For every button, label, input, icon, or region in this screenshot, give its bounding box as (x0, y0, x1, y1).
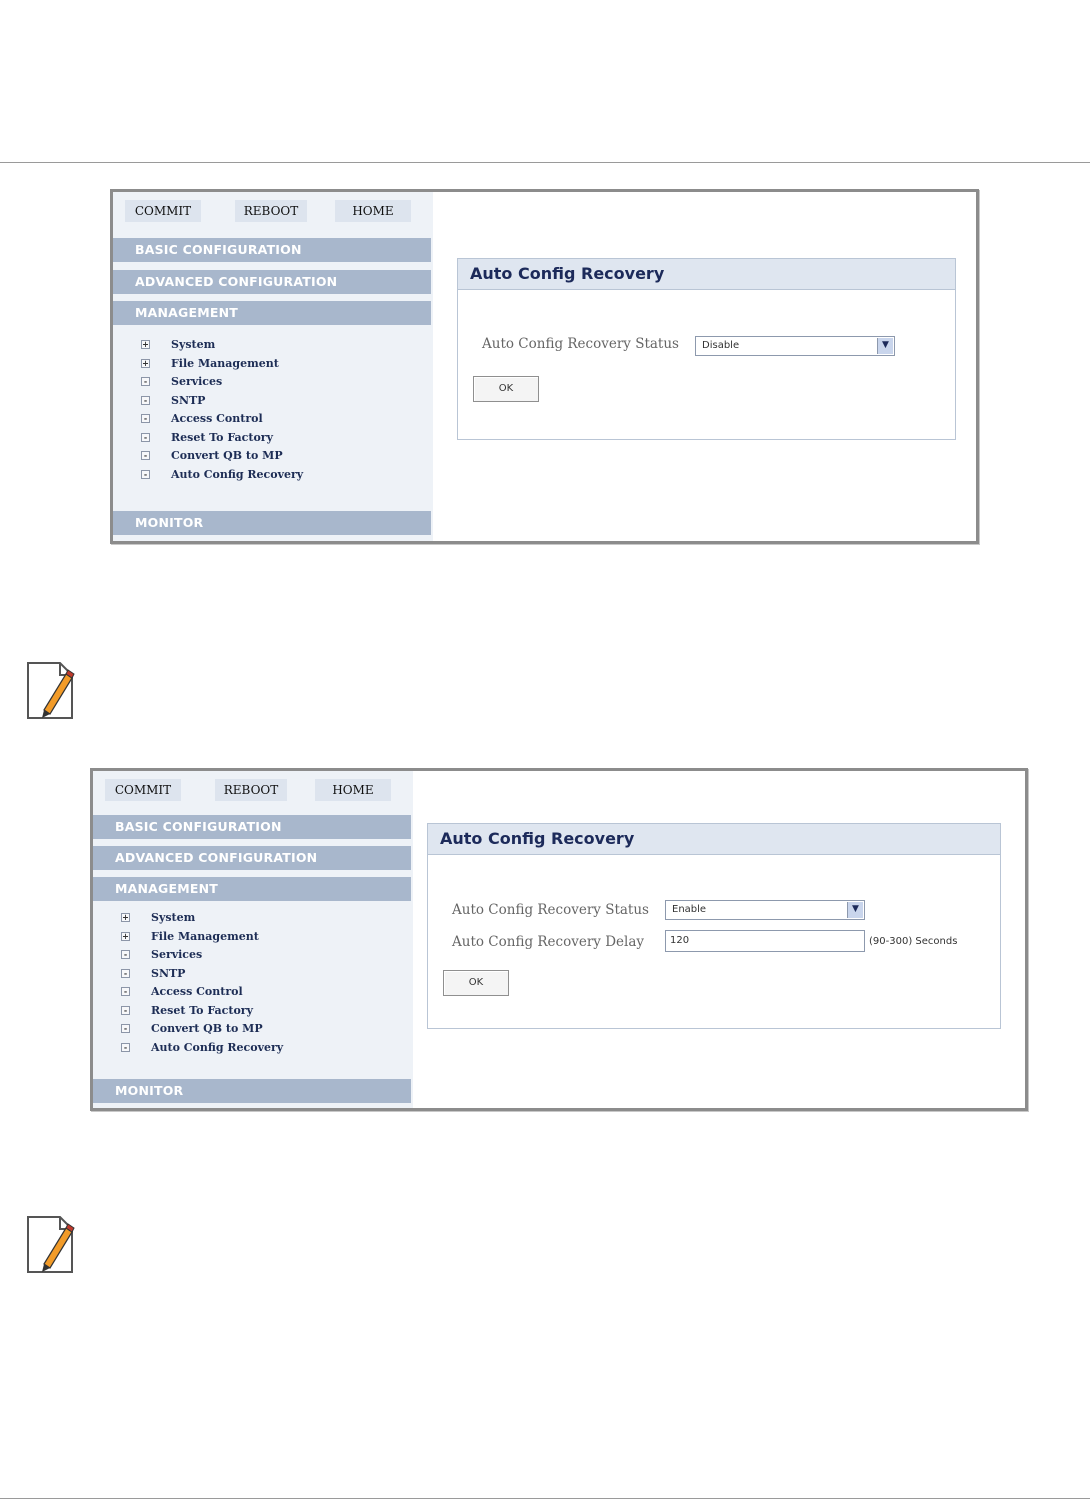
sidebar (113, 192, 433, 541)
note-pencil-icon (24, 660, 76, 722)
home-button[interactable]: HOME (335, 200, 411, 222)
management-menu (113, 336, 431, 484)
section-advanced-configuration[interactable]: ADVANCED CONFIGURATION (113, 270, 431, 294)
menu-item-convert-qb-to-mp[interactable] (113, 447, 431, 466)
leaf-icon: - (141, 396, 150, 405)
screenshot-disable (110, 189, 979, 544)
menu-item-label: System (171, 338, 216, 351)
status-label: Auto Config Recovery Status (452, 902, 649, 918)
leaf-icon: - (141, 414, 150, 423)
menu-item-services[interactable] (93, 946, 411, 965)
status-select[interactable] (665, 900, 865, 920)
menu-item-convert-qb-to-mp[interactable] (93, 1020, 411, 1039)
menu-item-system[interactable] (113, 336, 431, 355)
section-basic-configuration[interactable]: BASIC CONFIGURATION (93, 815, 411, 839)
menu-item-file-management[interactable] (113, 355, 431, 374)
status-select-value: Disable (702, 340, 740, 351)
menu-item-system[interactable] (93, 909, 411, 928)
menu-item-sntp[interactable] (113, 392, 431, 411)
menu-item-label: Convert QB to MP (171, 449, 283, 462)
status-select[interactable] (695, 336, 895, 356)
reboot-button[interactable]: REBOOT (215, 779, 287, 801)
expand-icon[interactable]: + (142, 339, 149, 349)
page-header-rule (0, 162, 1090, 163)
note-pencil-icon (24, 1214, 76, 1276)
menu-item-sntp[interactable] (93, 965, 411, 984)
auto-config-recovery-panel (457, 258, 956, 440)
status-label: Auto Config Recovery Status (482, 336, 679, 352)
commit-button[interactable]: COMMIT (125, 200, 201, 222)
sidebar (93, 771, 413, 1108)
menu-item-label: File Management (171, 356, 279, 370)
delay-input[interactable]: 120 (665, 930, 865, 952)
leaf-icon: - (121, 950, 130, 959)
delay-range-hint: (90-300) Seconds (869, 936, 958, 947)
leaf-icon: - (141, 377, 150, 386)
page-footer-rule (0, 1498, 1090, 1499)
menu-item-label: SNTP (171, 393, 206, 407)
menu-item-label: Auto Config Recovery (151, 1040, 284, 1054)
menu-item-services[interactable] (113, 373, 431, 392)
leaf-icon: - (121, 1043, 130, 1052)
leaf-icon: - (141, 451, 150, 460)
section-management[interactable]: MANAGEMENT (93, 877, 411, 901)
menu-item-label: Reset To Factory (151, 1003, 253, 1017)
menu-item-reset-to-factory[interactable] (93, 1002, 411, 1021)
menu-item-label: Access Control (171, 412, 263, 425)
ok-button[interactable]: OK (443, 970, 509, 996)
leaf-icon: - (141, 470, 150, 479)
menu-item-label: System (151, 911, 196, 924)
leaf-icon: - (141, 433, 150, 442)
menu-item-label: File Management (151, 929, 259, 943)
delay-label: Auto Config Recovery Delay (452, 934, 645, 950)
top-nav (113, 192, 433, 230)
commit-button[interactable]: COMMIT (105, 779, 181, 801)
expand-icon[interactable]: + (122, 912, 129, 922)
auto-config-recovery-panel (427, 823, 1001, 1029)
menu-item-reset-to-factory[interactable] (113, 429, 431, 448)
menu-item-label: Auto Config Recovery (171, 467, 304, 481)
expand-icon[interactable]: + (142, 357, 149, 368)
menu-item-access-control[interactable] (113, 410, 431, 429)
top-nav (93, 771, 413, 809)
management-menu (93, 909, 411, 1057)
leaf-icon: - (121, 969, 130, 978)
leaf-icon: - (121, 987, 130, 996)
panel-title: Auto Config Recovery (458, 259, 955, 290)
screenshot-enable (90, 768, 1028, 1111)
ok-button[interactable]: OK (473, 376, 539, 402)
expand-icon[interactable]: + (122, 930, 129, 941)
menu-item-auto-config-recovery[interactable] (113, 466, 431, 485)
section-advanced-configuration[interactable]: ADVANCED CONFIGURATION (93, 846, 411, 870)
menu-item-label: Access Control (151, 985, 243, 998)
panel-title: Auto Config Recovery (428, 824, 1000, 855)
menu-item-label: Reset To Factory (171, 430, 273, 444)
leaf-icon: - (121, 1006, 130, 1015)
menu-item-label: Services (171, 375, 223, 388)
menu-item-access-control[interactable] (93, 983, 411, 1002)
section-monitor[interactable]: MONITOR (93, 1079, 411, 1103)
reboot-button[interactable]: REBOOT (235, 200, 307, 222)
chevron-down-icon[interactable]: ▼ (877, 338, 893, 354)
home-button[interactable]: HOME (315, 779, 391, 801)
menu-item-file-management[interactable] (93, 928, 411, 947)
section-monitor[interactable]: MONITOR (113, 511, 431, 535)
section-management[interactable]: MANAGEMENT (113, 301, 431, 325)
status-select-value: Enable (672, 904, 707, 915)
menu-item-auto-config-recovery[interactable] (93, 1039, 411, 1058)
leaf-icon: - (121, 1024, 130, 1033)
menu-item-label: Convert QB to MP (151, 1022, 263, 1035)
menu-item-label: Services (151, 948, 203, 961)
chevron-down-icon[interactable]: ▼ (847, 902, 863, 918)
menu-item-label: SNTP (151, 966, 186, 980)
section-basic-configuration[interactable]: BASIC CONFIGURATION (113, 238, 431, 262)
